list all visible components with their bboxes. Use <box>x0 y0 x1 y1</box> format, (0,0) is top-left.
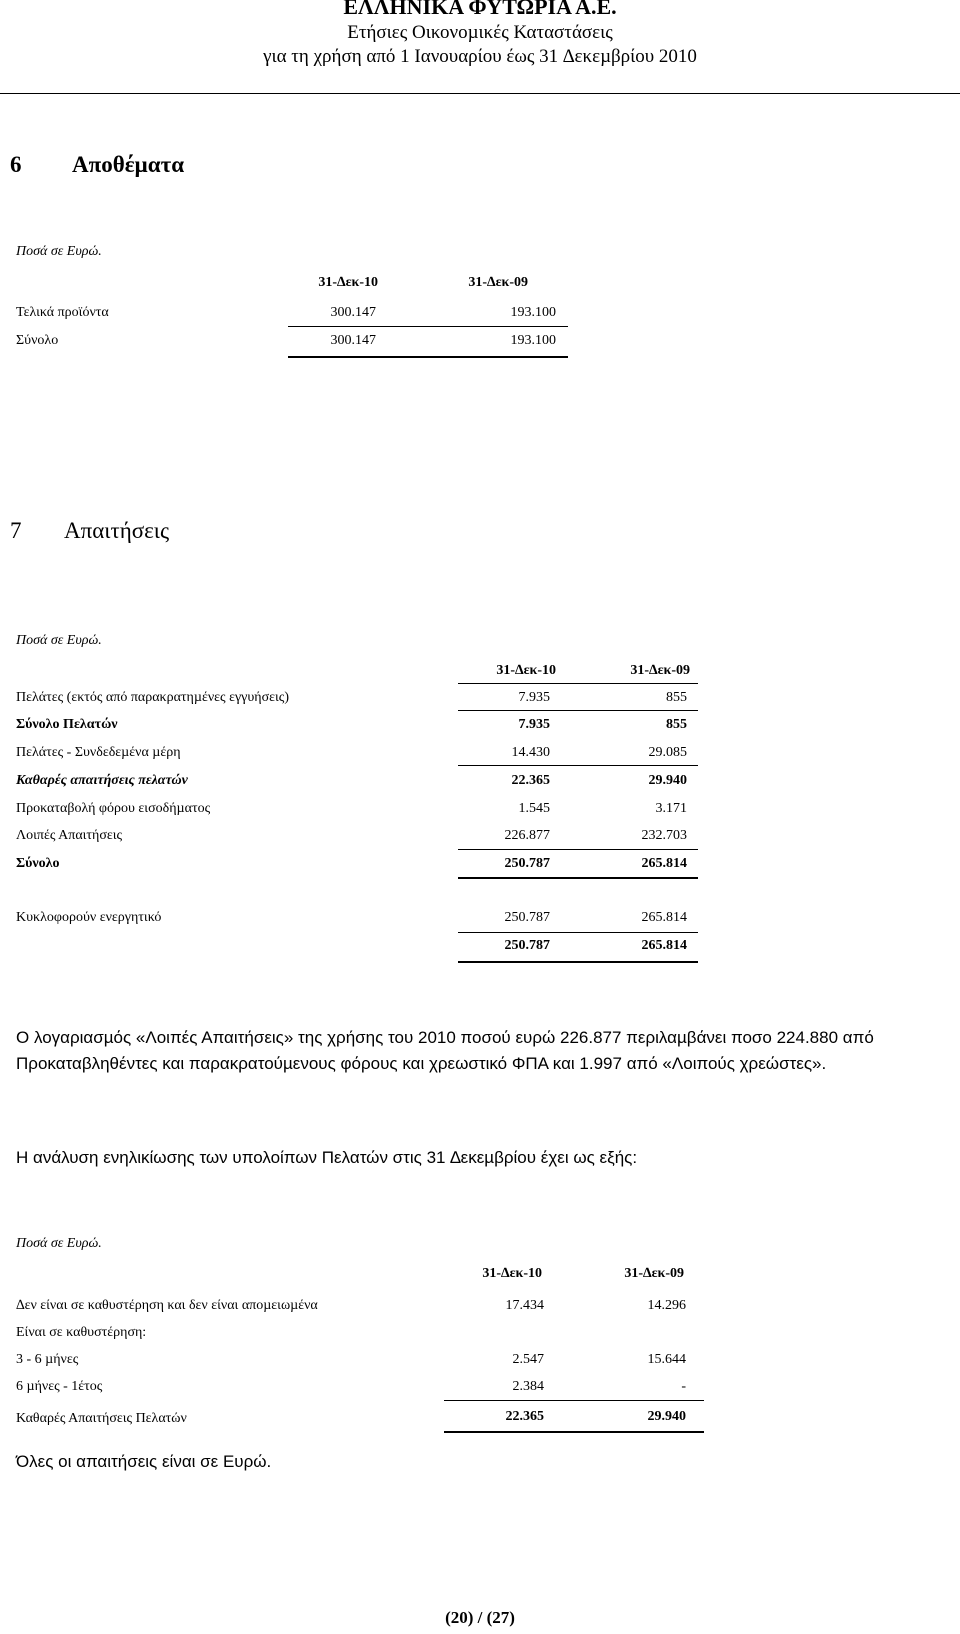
table-cell: 29.085 <box>648 745 687 760</box>
table-cell: 193.100 <box>510 333 556 348</box>
table-double-rule <box>288 356 568 358</box>
table-cell: 855 <box>666 717 687 732</box>
report-period: για τη χρήση από 1 Ιανουαρίου έως 31 ∆εκεµβρίου 2010 <box>263 46 697 67</box>
table-row-label: Σύνολο <box>16 856 60 871</box>
table-rule <box>458 765 698 766</box>
section7-title: Απαιτήσεις <box>64 518 170 543</box>
section7-col2-header: 31-∆εκ-09 <box>630 663 690 678</box>
table-rule <box>458 849 698 850</box>
table-cell: 300.147 <box>330 333 376 348</box>
table-cell: 22.365 <box>505 1409 544 1424</box>
table-row-label: Πελάτες (εκτός από παρακρατηµένες εγγυήσεις) <box>16 690 289 705</box>
table-cell: 265.814 <box>641 910 687 925</box>
table-cell: 300.147 <box>330 305 376 320</box>
table-row-label: Προκαταβολή φόρου εισοδήµατος <box>16 801 211 816</box>
table-cell: 226.877 <box>504 828 550 843</box>
table-row-label: Κυκλοφορούν ενεργητικό <box>16 910 162 925</box>
table-rule <box>288 326 568 327</box>
table-rule <box>444 1400 704 1401</box>
report-subtitle: Ετήσιες Οικονοµικές Καταστάσεις <box>347 22 613 43</box>
aging-col2-header: 31-∆εκ-09 <box>624 1266 684 1281</box>
table-row-label: ∆εν είναι σε καθυστέρηση και δεν είναι αποµειωµένα <box>16 1298 318 1313</box>
other-receivables-paragraph: Ο λογαριασµός «Λοιπές Απαιτήσεις» της χρήσης του 2010 ποσού ευρώ 226.877 περιλαµβάνει ποσο 224.880 από Προκαταβληθέντες και παρακρατούµενους φόρους και χρεωστικό ΦΠΑ και 1.997 από «Λοιπούς χρεώστες». <box>16 1028 874 1073</box>
table-row-label: Καθαρές Απαιτήσεις Πελατών <box>16 1411 187 1426</box>
table-row-label: Σύνολο <box>16 333 59 348</box>
table-row-label: Είναι σε καθυστέρηση: <box>16 1325 147 1340</box>
currency-note: Όλες οι απαιτήσεις είναι σε Ευρώ. <box>16 1452 272 1471</box>
table-row-label: 6 µήνες - 1έτος <box>16 1379 103 1394</box>
section7-col1-header: 31-∆εκ-10 <box>496 663 556 678</box>
section6-unit-note: Ποσά σε Ευρώ. <box>16 244 102 259</box>
table-cell: 232.703 <box>641 828 687 843</box>
table-cell: 14.430 <box>511 745 550 760</box>
table-cell: 855 <box>666 690 687 705</box>
table-row-label: Καθαρές απαιτήσεις πελατών <box>16 773 188 788</box>
section7-unit-note: Ποσά σε Ευρώ. <box>16 633 102 648</box>
table-rule <box>458 683 698 684</box>
section6-col2-header: 31-∆εκ-09 <box>468 275 528 290</box>
table-cell: 2.547 <box>512 1352 544 1367</box>
section7-number: 7 <box>10 518 22 543</box>
section6-col1-header: 31-∆εκ-10 <box>318 275 378 290</box>
table-cell: 1.545 <box>518 801 550 816</box>
table-cell: 250.787 <box>504 938 550 953</box>
table-row-label: Πελάτες - Συνδεδεµένα µέρη <box>16 745 181 760</box>
table-rule <box>458 932 698 933</box>
aging-intro: Η ανάλυση ενηλικίωσης των υπολοίπων Πελατών στις 31 ∆εκεµβρίου έχει ως εξής: <box>16 1148 638 1167</box>
section6-title: Αποθέµατα <box>72 152 185 177</box>
table-row-label: Τελικά προϊόντα <box>16 305 109 320</box>
aging-unit-note: Ποσά σε Ευρώ. <box>16 1236 102 1251</box>
table-cell: - <box>681 1379 686 1394</box>
table-cell: 29.940 <box>648 773 687 788</box>
table-cell: 193.100 <box>510 305 556 320</box>
table-rule <box>458 710 698 711</box>
table-double-rule <box>444 1431 704 1433</box>
table-cell: 265.814 <box>641 856 687 871</box>
table-double-rule <box>458 961 698 963</box>
section6-number: 6 <box>10 152 22 177</box>
table-cell: 15.644 <box>647 1352 686 1367</box>
table-row-label: Λοιπές Απαιτήσεις <box>16 828 123 843</box>
table-cell: 265.814 <box>641 938 687 953</box>
table-cell: 22.365 <box>511 773 550 788</box>
page-number: (20) / (27) <box>445 1608 515 1627</box>
table-cell: 14.296 <box>647 1298 686 1313</box>
header-rule <box>0 93 960 94</box>
table-cell: 250.787 <box>504 856 550 871</box>
table-row-label: 3 - 6 µήνες <box>16 1352 79 1367</box>
table-cell: 250.787 <box>504 910 550 925</box>
company-name: ΕΛΛΗΝΙΚΑ ΦΥΤΩΡΙΑ Α.Ε. <box>343 0 617 19</box>
table-cell: 29.940 <box>647 1409 686 1424</box>
table-cell: 3.171 <box>655 801 687 816</box>
table-row-label: Σύνολο Πελατών <box>16 717 118 732</box>
aging-col1-header: 31-∆εκ-10 <box>482 1266 542 1281</box>
table-double-rule <box>458 877 698 879</box>
table-cell: 2.384 <box>512 1379 544 1394</box>
table-cell: 7.935 <box>518 717 550 732</box>
table-cell: 17.434 <box>505 1298 544 1313</box>
table-cell: 7.935 <box>518 690 550 705</box>
